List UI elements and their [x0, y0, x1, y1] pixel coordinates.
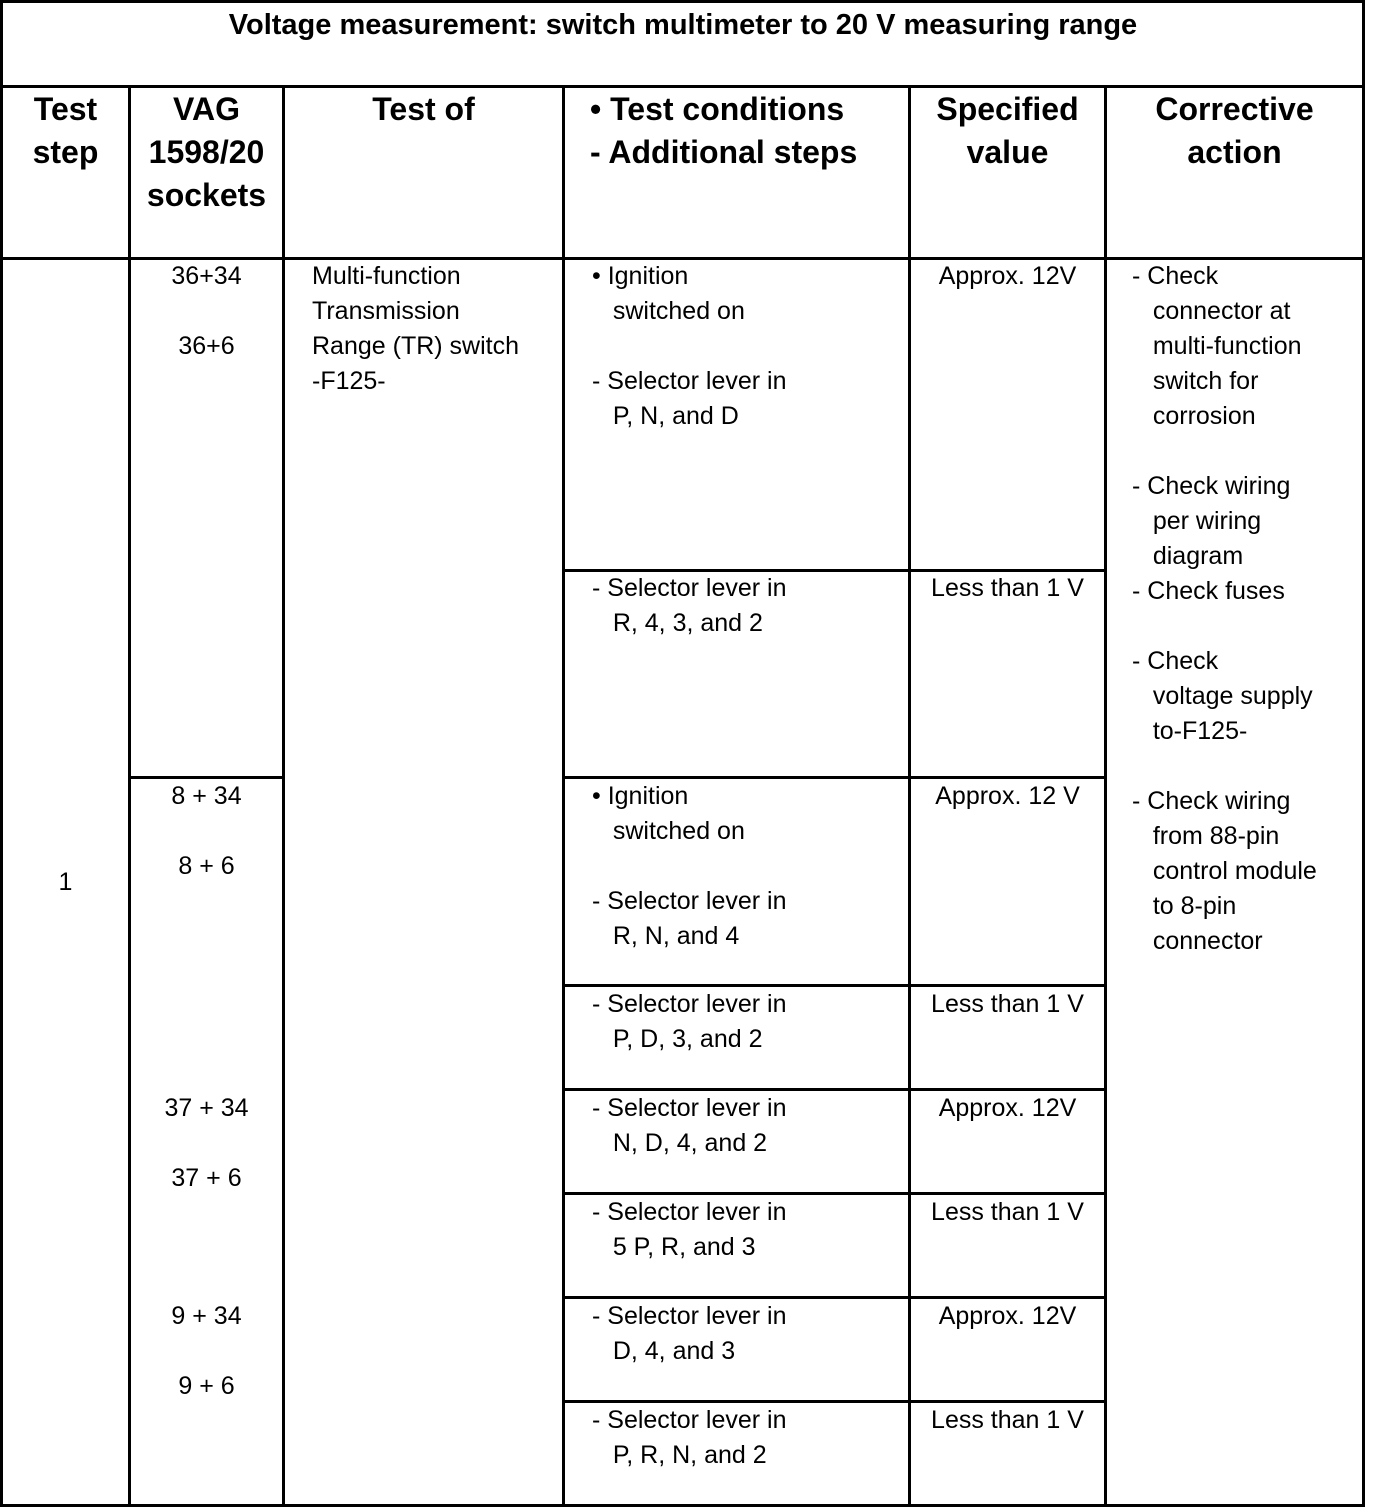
specified-value-8: Less than 1 V	[931, 1406, 1084, 1434]
border-left	[0, 0, 3, 1507]
corrective-action-text: - Check connector at multi-function switch for corrosion - Check wiring per wiring diagram - Check fuses - Check voltage supply to-F125- - Check wiring from 88-pin control module to 8-pin connector	[1132, 262, 1317, 955]
test-of-value: Multi-function Transmission Range (TR) switch -F125-	[312, 262, 519, 395]
sockets-group-4: 9 + 34 9 + 6	[171, 1302, 242, 1400]
condition-1: • Ignition switched on - Selector lever in P, N, and D	[592, 262, 787, 430]
specified-value-4: Less than 1 V	[931, 990, 1084, 1018]
border-top	[0, 0, 1365, 3]
col-divider-2	[282, 85, 285, 1507]
sockets-group-1: 36+34 36+6	[171, 262, 242, 360]
table-title: Voltage measurement: switch multimeter to 20 V measuring range	[228, 9, 1138, 41]
sockets-group-3: 37 + 34 37 + 6	[164, 1094, 249, 1192]
header-test-step: Test step	[32, 91, 99, 170]
specified-value-7: Approx. 12V	[938, 1302, 1077, 1330]
header-sockets: VAG 1598/20 sockets	[146, 91, 267, 213]
header-corrective-action: Corrective action	[1155, 91, 1314, 170]
condition-5: - Selector lever in N, D, 4, and 2	[592, 1094, 787, 1157]
border-bottom	[0, 1504, 1365, 1507]
condition-7: - Selector lever in D, 4, and 3	[592, 1302, 787, 1365]
specified-value-6: Less than 1 V	[931, 1198, 1084, 1226]
border-right	[1362, 0, 1365, 1507]
header-test-of: Test of	[372, 91, 475, 127]
col-divider-3	[562, 85, 565, 1507]
header-specified-value: Specified value	[936, 91, 1079, 170]
col-divider-5	[1104, 85, 1107, 1507]
specified-value-1: Approx. 12V	[938, 262, 1077, 290]
specified-value-5: Approx. 12V	[938, 1094, 1077, 1122]
condition-8: - Selector lever in P, R, N, and 2	[592, 1406, 787, 1469]
header-conditions: • Test conditions - Additional steps	[590, 91, 858, 170]
specified-value-2: Less than 1 V	[931, 574, 1084, 602]
condition-2: - Selector lever in R, 4, 3, and 2	[592, 574, 787, 637]
specified-value-3: Approx. 12 V	[935, 782, 1080, 810]
condition-4: - Selector lever in P, D, 3, and 2	[592, 990, 787, 1053]
condition-6: - Selector lever in 5 P, R, and 3	[592, 1198, 787, 1261]
condition-3: • Ignition switched on - Selector lever in R, N, and 4	[592, 782, 787, 950]
sockets-group-2: 8 + 34 8 + 6	[171, 782, 242, 880]
test-step-value: 1	[58, 868, 73, 896]
